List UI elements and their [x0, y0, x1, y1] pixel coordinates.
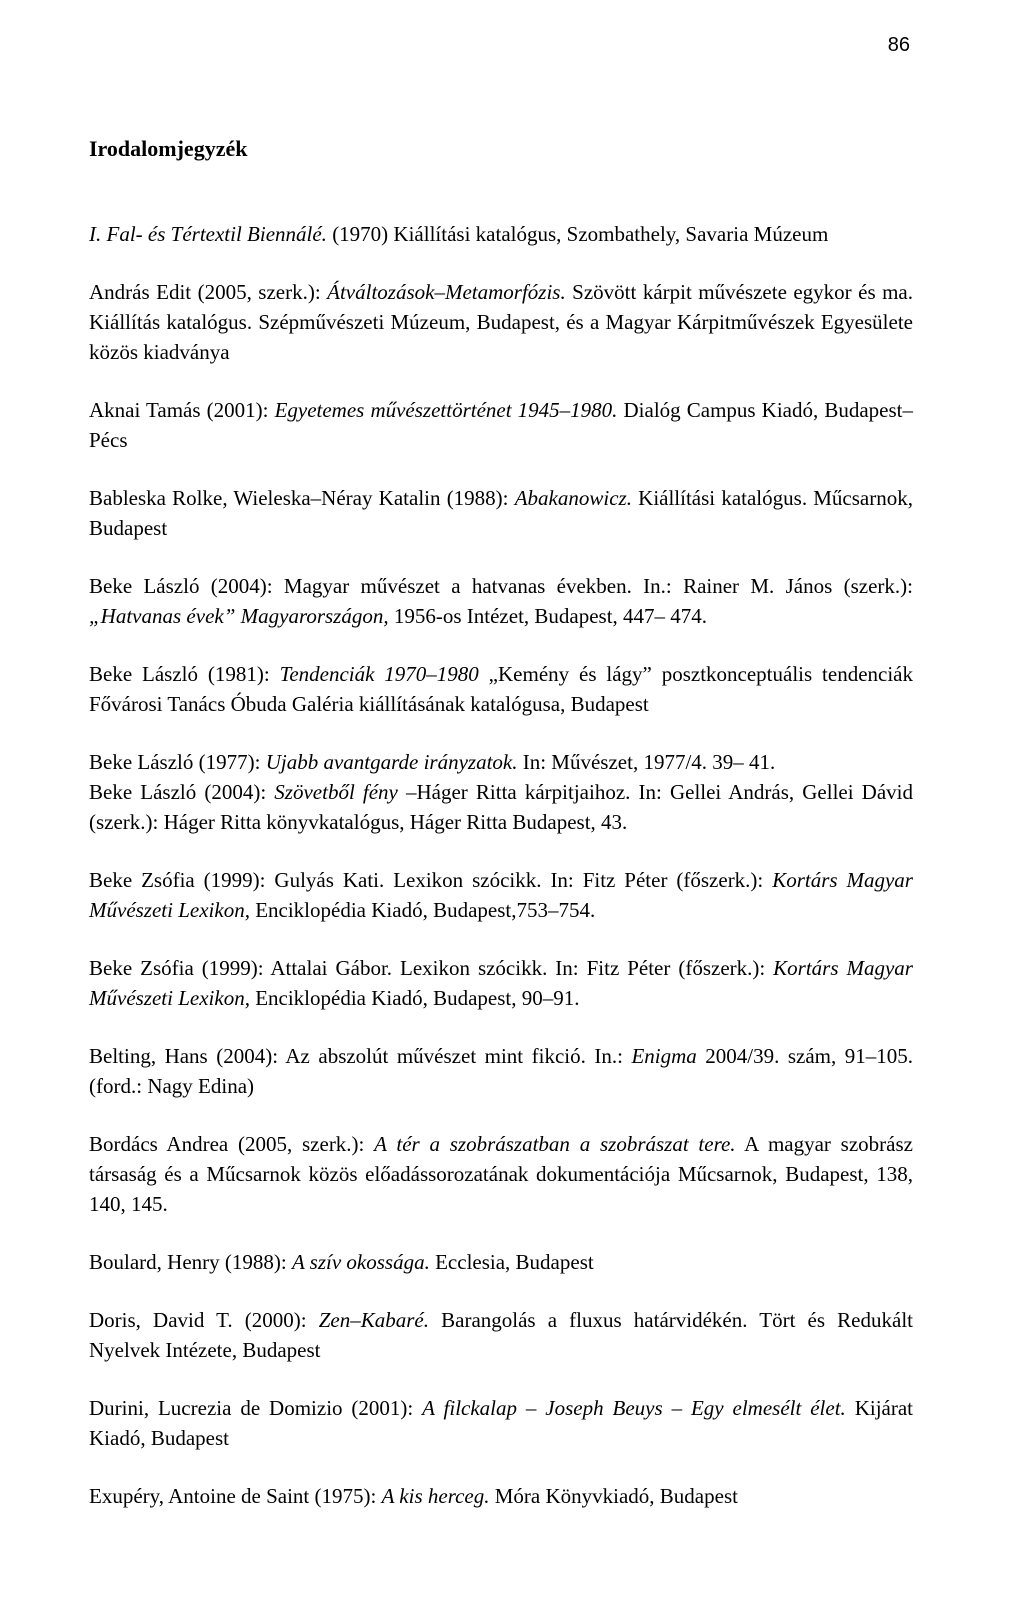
- entry-text: Kijárat Kiadó, Budapest: [89, 1396, 914, 1450]
- bibliography-entry: [89, 1247, 913, 1277]
- entry-title: „Hatvanas évek” Magyarországon,: [89, 604, 389, 628]
- entry-text: András Edit (2005, szerk.):: [89, 280, 328, 304]
- bibliography-entry: [89, 395, 913, 455]
- entry-text: (1970) Kiállítási katalógus, Szombathely, Savaria Múzeum: [326, 222, 829, 246]
- page-number: 86: [887, 34, 910, 56]
- entry-title: A filckalap – Joseph Beuys – Egy elmesélt élet.: [422, 1396, 846, 1420]
- bibliography-entry: [89, 219, 913, 249]
- entry-title: Kortárs Magyar Művészeti Lexikon,: [89, 868, 913, 922]
- entry-text: 2004/39. szám, 91–105. (ford.: Nagy Edina): [89, 1044, 913, 1098]
- entry-title: Szövetből fény: [274, 780, 398, 804]
- entry-title: Tendenciák 1970–1980: [279, 662, 479, 686]
- entry-text: A magyar szobrász társaság és a Műcsarnok közös előadássorozatának dokumentációja Műcsarnok, Budapest, 138, 140, 145.: [89, 1132, 913, 1216]
- bibliography-entry: [89, 1129, 913, 1219]
- entry-title: I. Fal- és Tértextil Biennálé.: [89, 222, 327, 246]
- bibliography-entry: [89, 483, 913, 543]
- entry-text: Ecclesia, Budapest: [429, 1250, 594, 1274]
- entry-text: Belting, Hans (2004): Az abszolút művészet mint fikció. In.:: [89, 1044, 632, 1068]
- entry-text: Beke László (2004): Magyar művészet a hatvanas években. In.: Rainer M. János (szerk.):: [89, 574, 913, 598]
- bibliography-entry: [89, 1041, 913, 1101]
- entry-text: Durini, Lucrezia de Domizio (2001):: [89, 1396, 423, 1420]
- entry-text: Aknai Tamás (2001):: [89, 398, 275, 422]
- entry-title: Zen–Kabaré.: [318, 1308, 429, 1332]
- entry-text: In: Művészet, 1977/4. 39– 41.: [517, 750, 776, 774]
- entry-text: –Háger Ritta kárpitjaihoz. In: Gellei András, Gellei Dávid (szerk.): Háger Ritta könyvkatalógus, Háger Ritta Budapest, 43.: [89, 780, 913, 834]
- bibliography-entry: [89, 777, 913, 837]
- entry-text: Exupéry, Antoine de Saint (1975):: [89, 1484, 382, 1508]
- bibliography-entry: [89, 659, 913, 719]
- bibliography-list: [89, 219, 913, 1511]
- entry-text: Beke Zsófia (1999): Attalai Gábor. Lexikon szócikk. In: Fitz Péter (főszerk.):: [89, 956, 774, 980]
- entry-text: Boulard, Henry (1988):: [89, 1250, 292, 1274]
- entry-title: Egyetemes művészettörténet 1945–1980.: [274, 398, 618, 422]
- entry-text: Bableska Rolke, Wieleska–Néray Katalin (1988):: [89, 486, 515, 510]
- bibliography-entry: [89, 1481, 913, 1511]
- entry-title: A tér a szobrászatban a szobrászat tere.: [374, 1132, 736, 1156]
- entry-text: Beke László (1981):: [89, 662, 280, 686]
- entry-text: Beke László (2004):: [89, 780, 275, 804]
- entry-text: Kiállítási katalógus. Műcsarnok, Budapest: [89, 486, 913, 540]
- bibliography-entry: [89, 747, 913, 777]
- bibliography-entry: [89, 277, 913, 367]
- bibliography-entry: [89, 953, 913, 1013]
- page-title: Irodalomjegyzék: [89, 136, 248, 161]
- bibliography-entry: [89, 865, 913, 925]
- bibliography-entry: [89, 571, 913, 631]
- bibliography-entry: [89, 1393, 913, 1453]
- entry-text: Beke László (1977):: [89, 750, 266, 774]
- entry-text: Beke Zsófia (1999): Gulyás Kati. Lexikon szócikk. In: Fitz Péter (főszerk.):: [89, 868, 773, 892]
- entry-text: „Kemény és lágy” posztkonceptuális tendenciák Fővárosi Tanács Óbuda Galéria kiállításának katalógusa, Budapest: [89, 662, 914, 716]
- entry-title: Átváltozások–Metamorfózis.: [327, 280, 566, 304]
- entry-title: Ujabb avantgarde irányzatok.: [265, 750, 518, 774]
- entry-text: Barangolás a fluxus határvidékén. Tört és Redukált Nyelvek Intézete, Budapest: [89, 1308, 913, 1362]
- entry-title: Enigma: [631, 1044, 697, 1068]
- entry-text: Enciklopédia Kiadó, Budapest, 90–91.: [249, 986, 580, 1010]
- entry-title: Abakanowicz.: [514, 486, 632, 510]
- bibliography-entry: [89, 1305, 913, 1365]
- entry-text: Móra Könyvkiadó, Budapest: [489, 1484, 738, 1508]
- entry-text: Doris, David T. (2000):: [89, 1308, 319, 1332]
- entry-text: Enciklopédia Kiadó, Budapest,753–754.: [249, 898, 596, 922]
- entry-text: Szövött kárpit művészete egykor és ma. Kiállítás katalógus. Szépművészeti Múzeum, Budapest, és a Magyar Kárpitművészek Egyesülete közös kiadványa: [89, 280, 913, 364]
- entry-text: Bordács Andrea (2005, szerk.):: [89, 1132, 375, 1156]
- entry-title: Kortárs Magyar Művészeti Lexikon,: [89, 956, 913, 1010]
- entry-title: A kis herceg.: [381, 1484, 490, 1508]
- entry-text: 1956-os Intézet, Budapest, 447– 474.: [388, 604, 708, 628]
- entry-text: Dialóg Campus Kiadó, Budapest– Pécs: [89, 398, 913, 452]
- entry-title: A szív okossága.: [291, 1250, 430, 1274]
